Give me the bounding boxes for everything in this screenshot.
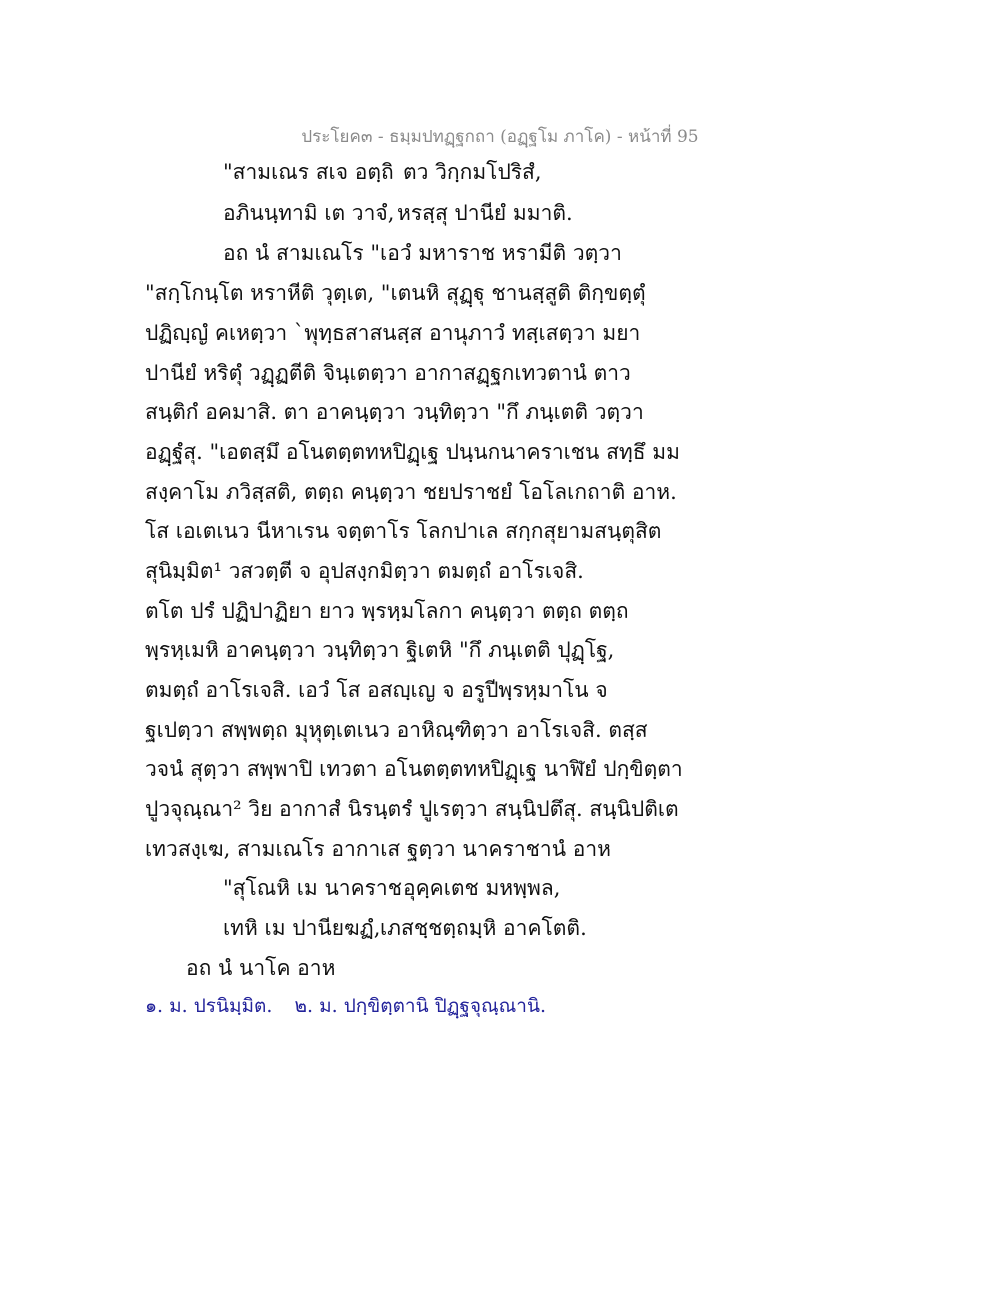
body-line: อฏฺฐํสุ. "เอตสฺมึ อโนตตฺตทหปิฏฺเฐ ปนฺนกนาคราเชน สทฺธึ มม (145, 440, 680, 464)
body-line: วจนํ สุตฺวา สพฺพาปิ เทวตา อโนตตฺตทหปิฏฺเฐ นาฬิยํ ปกฺขิตฺตา (145, 757, 683, 781)
closing-line: อถ นํ นาโค อาห (186, 956, 336, 980)
verse-2-line-1-first-half: "สุโณหิ เม นาคราช (223, 876, 402, 900)
body-line: สนฺติกํ อคมาสิ. ตา อาคนฺตฺวา วนฺทิตฺวา "กึ ภนฺเตติ วตฺวา (145, 400, 644, 424)
body-line: ตมตฺถํ อาโรเจสิ. เอวํ โส อสญฺเญ จ อรูปีพฺรหฺมาโน จ (145, 678, 608, 702)
body-line: อถ นํ สามเณโร "เอวํ มหาราช หรามีติ วตฺวา (223, 241, 622, 265)
body-line: ปฏิญฺญํ คเหตฺวา `พุทฺธสาสนสฺส อานุภาวํ ทสฺเสตฺวา มยา (145, 321, 641, 345)
verse-1-line-1-second-half: ตว วิกฺกมโปริสํ, (403, 160, 542, 184)
body-line: ปานียํ หริตุํ วฏฺฏตีติ จินฺเตตฺวา อากาสฏฺฐกเทวตานํ ตาว (145, 361, 631, 385)
verse-1-line-1-first-half: "สามเณร สเจ อตฺถิ (223, 160, 394, 184)
verse-1-line-2-first-half: อภินนฺทามิ เต วาจํ, (223, 201, 395, 225)
body-line: โส เอเตเนว นีหาเรน จตฺตาโร โลกปาเล สกฺกสุยามสนฺตุสิต (145, 519, 662, 543)
body-line: ตโต ปรํ ปฏิปาฏิยา ยาว พฺรหฺมโลกา คนฺตฺวา ตตฺถ ตตฺถ (145, 599, 629, 623)
body-line: ปูวจุณฺณา² วิย อากาสํ นิรนฺตรํ ปูเรตฺวา สนฺนิปตึสุ. สนฺนิปติเต (145, 797, 679, 821)
body-line: ฐเปตฺวา สพฺพตฺถ มุหุตฺเตเนว อาหิณฺฑิตฺวา อาโรเจสิ. ตสฺส (145, 718, 648, 742)
footnotes (145, 993, 546, 1019)
running-header: ประโยค๓ - ธมฺมปทฏฺฐกถา (อฏฺฐโม ภาโค) - หน้าที่ 95 (301, 127, 699, 147)
body-line: เทวสงฺเฆ, สามเณโร อากาเส ฐตฺวา นาคราชานํ อาห (145, 837, 611, 861)
verse-1-line-2-second-half: หรสฺสุ ปานียํ มมาติ. (397, 201, 573, 225)
body-line: พฺรหฺเมหิ อาคนฺตฺวา วนฺทิตฺวา ฐิเตหิ "กึ ภนฺเตติ ปุฏฺโฐ, (145, 638, 615, 662)
footnote-2: ๒. ม. ปกฺขิตฺตานิ ปิฏฺฐจุณฺณานิ. (294, 995, 547, 1017)
verse-2-line-2-second-half: เภสชฺชตฺถมฺหิ อาคโตติ. (380, 916, 587, 940)
verse-2-line-1-second-half: อุคฺคเตช มหพฺพล, (403, 876, 561, 900)
body-line: "สกฺโกนฺโต หราหีติ วุตฺเต, "เตนหิ สุฏฺฐุ ชานสฺสูติ ติกฺขตฺตุํ (145, 281, 646, 305)
verse-2-line-2-first-half: เทหิ เม ปานียฆฏํ, (223, 916, 381, 940)
body-line: สุนิมฺมิต¹ วสวตฺตี จ อุปสงฺกมิตฺวา ตมตฺถํ อาโรเจสิ. (145, 559, 584, 583)
body-line: สงฺคาโม ภวิสฺสติ, ตตฺถ คนฺตฺวา ชยปราชยํ โอโลเกถาติ อาห. (145, 480, 677, 504)
footnote-1: ๑. ม. ปรนิมฺมิต. (145, 995, 273, 1017)
